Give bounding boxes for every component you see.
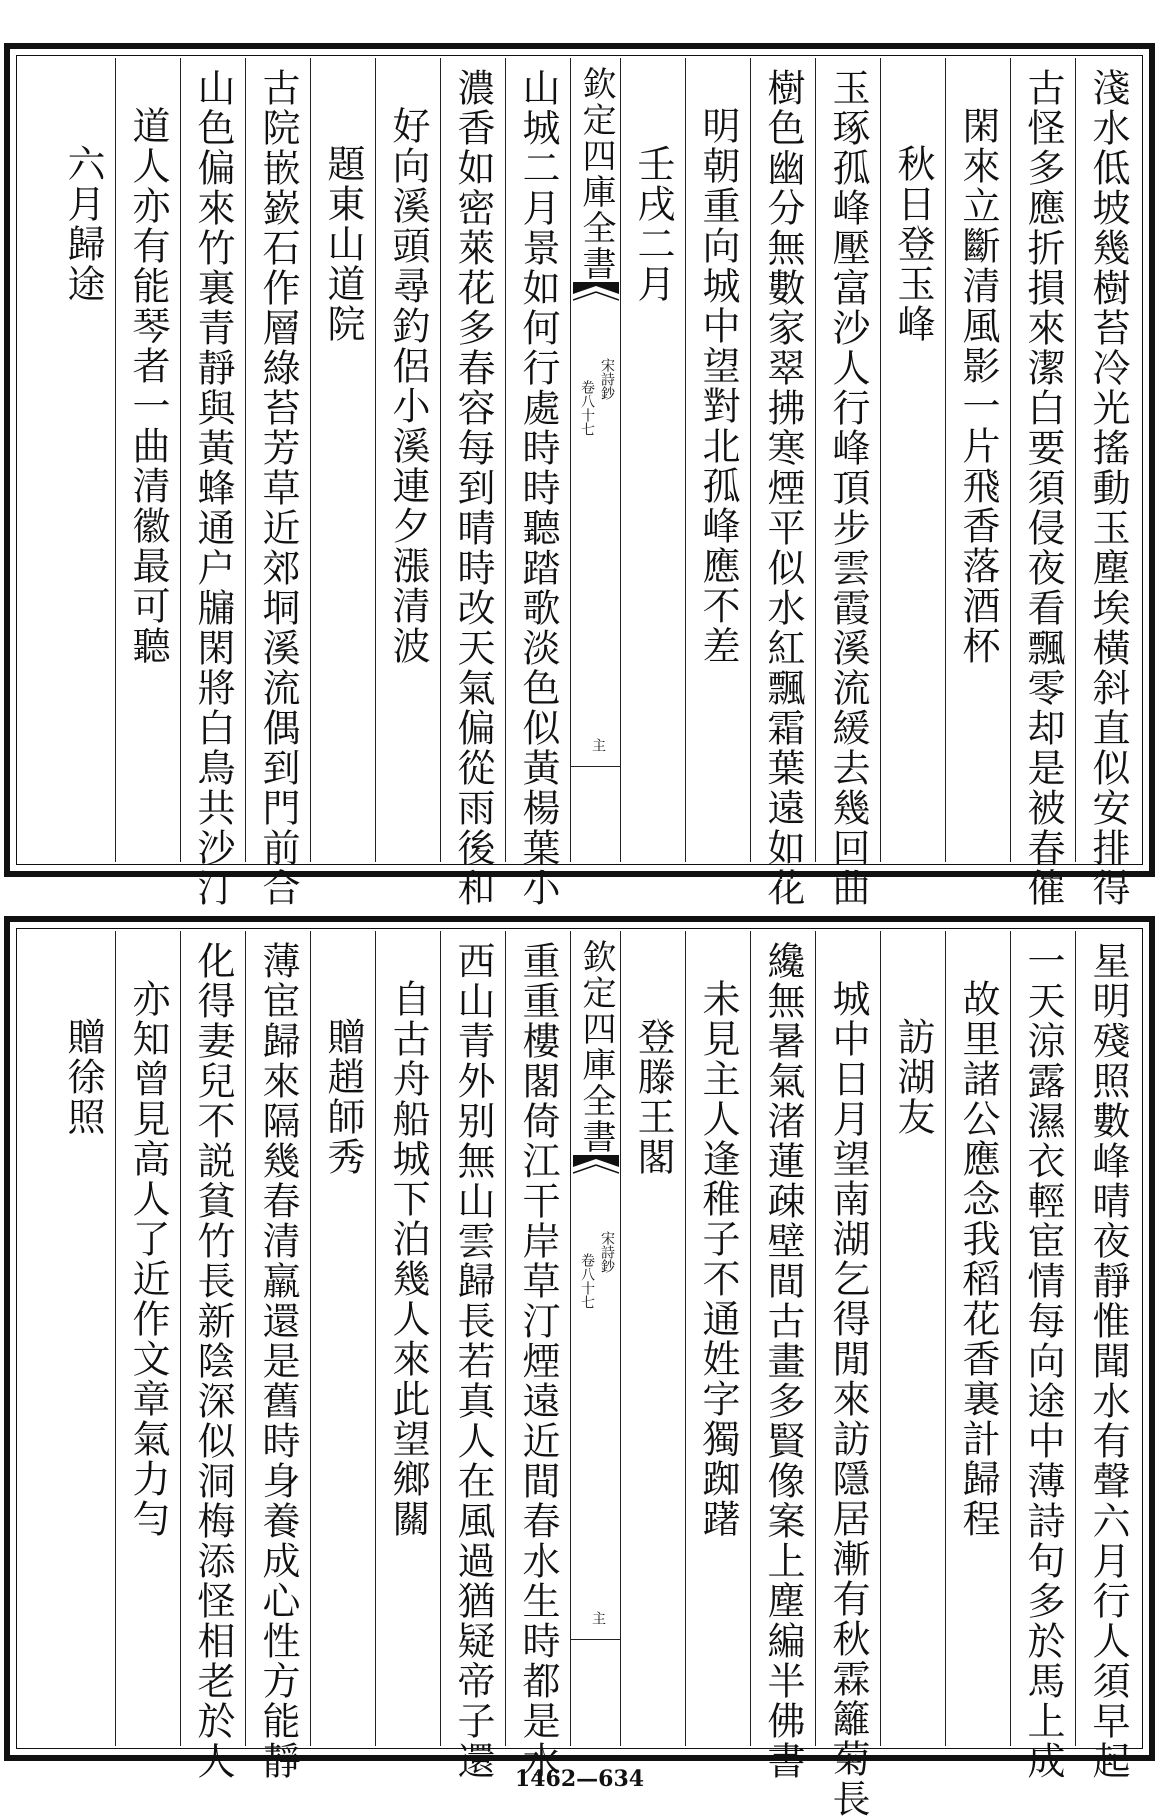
poem-title: 訪湖友 — [891, 1017, 935, 1137]
fishtail-mark-icon — [573, 280, 619, 314]
poem-line: 好向溪頭尋釣侶小溪連夕漲清波 — [386, 106, 430, 666]
text-column — [505, 931, 570, 1781]
top-page — [4, 43, 1155, 908]
text-column — [815, 58, 880, 908]
text-column — [945, 58, 1010, 862]
poem-line: 樹色幽分無數家翠拂寒煙平似水紅飄霜葉遠如花 — [761, 68, 805, 908]
text-column — [310, 931, 375, 1746]
poem-line: 化得妻兒不説貧竹長新陰深似洞梅添怪相老於人 — [191, 941, 235, 1781]
spine-title: 欽定四庫全書 — [576, 66, 616, 282]
text-column — [620, 58, 685, 862]
text-column — [1010, 931, 1075, 1781]
text-column — [685, 58, 750, 862]
spine-rule — [571, 766, 621, 767]
text-column — [880, 931, 945, 1746]
poem-line: 未見主人逢稚子不通姓字獨踟躇 — [696, 979, 740, 1539]
spine-book-name: 宋詩鈔 — [599, 358, 615, 400]
text-column — [375, 58, 440, 862]
spine-volume: 卷八十七 — [579, 1253, 595, 1309]
poem-line: 古怪多應折損來潔白要須侵夜看飄零却是被春催 — [1021, 68, 1065, 908]
text-column — [180, 931, 245, 1781]
text-column — [310, 58, 375, 862]
text-column — [180, 58, 245, 908]
poem-line: 山城二月景如何行處時時聽踏歌淡色似黃楊葉小 — [516, 68, 560, 908]
text-column — [440, 58, 505, 908]
text-column — [50, 58, 115, 862]
poem-title: 秋日登玉峰 — [891, 144, 935, 344]
spine-title: 欽定四庫全書 — [576, 939, 616, 1155]
text-column — [245, 58, 310, 908]
spine-book-name: 宋詩鈔 — [599, 1231, 615, 1273]
text-column — [1075, 931, 1140, 1781]
spine-leaf-number: 主 — [590, 738, 606, 752]
poem-title: 題東山道院 — [321, 144, 365, 344]
poem-line: 山色偏來竹裏青靜與黃蜂通户牖閑將白鳥共沙汀 — [191, 68, 235, 908]
text-column — [880, 58, 945, 862]
page-number: 1462—634 — [514, 1766, 645, 1792]
poem-line: 閑來立斷清風影一片飛香落酒杯 — [956, 106, 1000, 666]
poem-line: 故里諸公應念我稻花香裏計歸程 — [956, 979, 1000, 1539]
poem-title: 贈徐照 — [61, 1017, 105, 1137]
poem-title: 壬戌二月 — [631, 144, 675, 304]
text-column — [750, 931, 815, 1781]
text-column — [815, 931, 880, 1819]
top-page-columns — [19, 58, 1140, 908]
poem-line: 明朝重向城中望對北孤峰應不差 — [696, 106, 740, 666]
poem-line: 道人亦有能琴者一曲清徽最可聽 — [126, 106, 170, 666]
text-column — [50, 931, 115, 1746]
text-column — [440, 931, 505, 1781]
poem-line: 古院嵌嶔石作層綠苔芳草近郊垌溪流偶到門前合 — [256, 68, 300, 908]
book-spine — [570, 58, 620, 862]
text-column — [945, 931, 1010, 1746]
poem-line: 自古舟船城下泊幾人來此望鄉關 — [386, 979, 430, 1539]
poem-title: 贈趙師秀 — [321, 1017, 365, 1177]
text-column — [245, 931, 310, 1781]
poem-line: 纔無暑氣渚蓮疎壁間古畫多賢像案上塵編半佛書 — [761, 941, 805, 1781]
poem-line: 淺水低坡幾樹苔冷光搖動玉塵埃橫斜直似安排得 — [1086, 68, 1130, 908]
poem-line: 亦知曾見高人了近作文章氣力勻 — [126, 979, 170, 1539]
poem-line: 西山青外别無山雲歸長若真人在風過猶疑帝子還 — [451, 941, 495, 1781]
text-column — [620, 931, 685, 1746]
text-column — [115, 58, 180, 862]
text-column — [1075, 58, 1140, 908]
poem-line: 濃香如密萊花多春容每到晴時改天氣偏從雨後和 — [451, 68, 495, 908]
book-spine — [570, 931, 620, 1746]
text-column — [1010, 58, 1075, 908]
spine-rule — [571, 1639, 621, 1640]
fishtail-mark-icon — [573, 1153, 619, 1187]
spine-volume: 卷八十七 — [579, 380, 595, 436]
poem-line: 星明殘照數峰晴夜靜惟聞水有聲六月行人須早起 — [1086, 941, 1130, 1781]
text-column — [685, 931, 750, 1746]
poem-title: 登滕王閣 — [631, 1017, 675, 1177]
poem-title: 六月歸途 — [61, 144, 105, 304]
text-column — [375, 931, 440, 1746]
poem-line: 薄宦歸來隔幾春清羸還是舊時身養成心性方能靜 — [256, 941, 300, 1781]
text-column — [750, 58, 815, 908]
poem-line: 重重樓閣倚江干岸草汀煙遠近間春水生時都是水 — [516, 941, 560, 1781]
poem-line: 玉琢孤峰壓富沙人行峰頂步雲霞溪流緩去幾回曲 — [826, 68, 870, 908]
poem-line: 城中日月望南湖乞得閒來訪隱居漸有秋霖籬菊長 — [826, 979, 870, 1819]
text-column — [505, 58, 570, 908]
poem-line: 一天涼露濕衣輕宦情每向途中薄詩句多於馬上成 — [1021, 941, 1065, 1781]
text-column — [115, 931, 180, 1746]
spine-leaf-number: 主 — [590, 1611, 606, 1625]
